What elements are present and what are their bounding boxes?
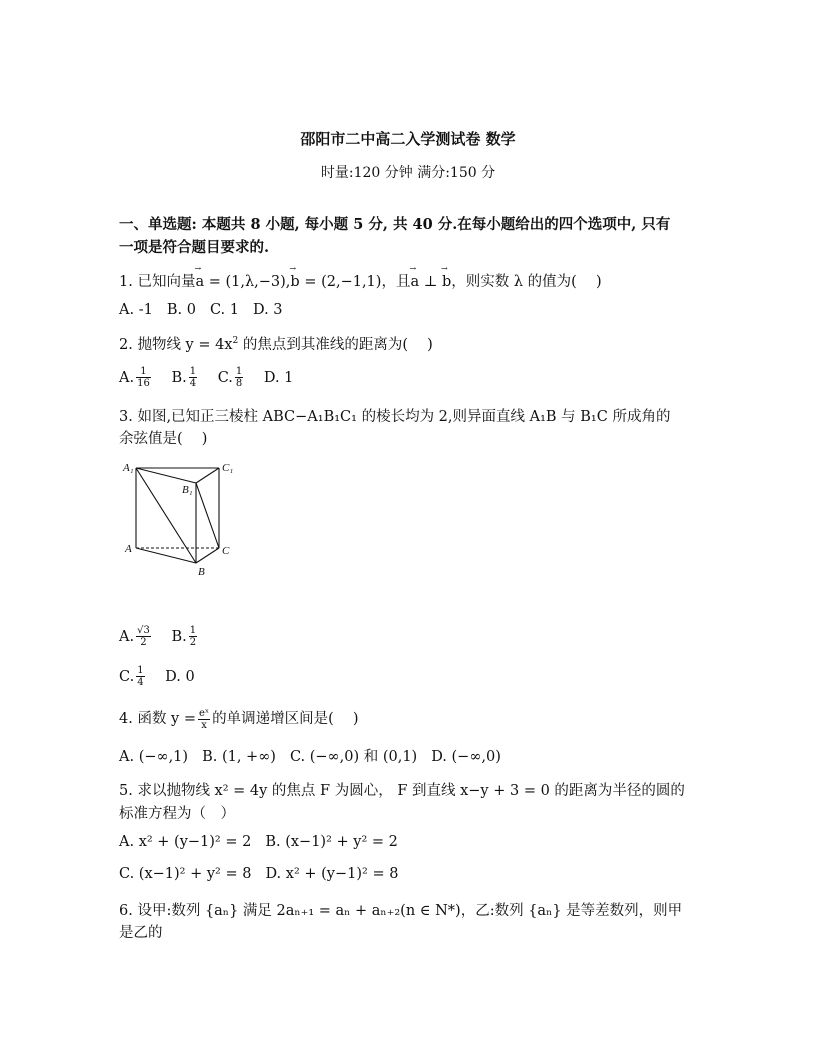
q1-options [119, 302, 297, 318]
denominator: x [201, 719, 207, 731]
question-6-line1: 6. 设甲:数列 {aₙ} 满足 2aₙ₊₁ = aₙ + aₙ₊₂(n ∈ N*)，乙:数列 {aₙ} 是等差数列，则甲 [119, 903, 683, 919]
vector-b: → b [290, 274, 299, 290]
vector-a: → a [195, 274, 204, 290]
label-c: C [222, 545, 230, 557]
question-3-line2: 余弦值是( ) [119, 431, 208, 447]
numerator: 1 [189, 625, 197, 636]
q1-option-b[interactable]: B. 0 [166, 302, 196, 318]
q4-options [119, 745, 515, 766]
q5-options-ab [119, 834, 412, 850]
q5-options-cd [119, 866, 412, 882]
q1-pre: 1. 已知向量 [119, 274, 196, 290]
q3-option-c-letter: C. [119, 668, 135, 685]
q4-option-a[interactable]: A. (−∞,1) [119, 749, 189, 765]
section-heading-line2: 一项是符合题目要求的. [119, 239, 270, 256]
q5-option-a[interactable]: A. x² + (y−1)² = 2 [119, 834, 252, 850]
fraction [189, 625, 197, 648]
q3-options-ab [119, 625, 213, 648]
q2-option-a[interactable] [119, 366, 153, 389]
question-1 [119, 270, 602, 291]
q5-option-c[interactable]: C. (x−1)² + y² = 8 [119, 866, 252, 882]
q4-post: 的单调递增区间是( ) [212, 711, 359, 727]
numerator: 1 [189, 366, 197, 377]
question-4 [119, 707, 359, 731]
q3-option-a[interactable] [119, 625, 153, 648]
q4-option-c[interactable]: C. (−∞,0) 和 (0,1) [289, 749, 418, 765]
denominator: 4 [137, 677, 144, 688]
q2-option-c[interactable] [217, 366, 246, 389]
numerator: √3 [137, 625, 150, 636]
question-3-line1: 3. 如图,已知正三棱柱 ABC−A₁B₁C₁ 的棱长均为 2,则异面直线 A₁B 与 B₁C 所成角的 [119, 409, 671, 425]
label-b: B [198, 566, 205, 578]
q3-option-a-letter: A. [119, 628, 135, 645]
q1-option-a[interactable]: A. -1 [119, 302, 153, 318]
question-6-line2: 是乙的 [119, 925, 163, 941]
numerator: 1 [137, 665, 144, 676]
fraction [235, 366, 243, 389]
q1-b-eq: = (2,−1,1)，且 [299, 274, 411, 290]
question-2 [119, 333, 433, 354]
q4-option-b[interactable]: B. (1, +∞) [202, 749, 276, 765]
prism-diagram [118, 455, 243, 580]
q2-option-b-letter: B. [171, 369, 187, 386]
vector-b-perp: → b [442, 274, 451, 290]
q3-options-cd [119, 665, 209, 688]
fraction [136, 665, 144, 688]
fraction [136, 366, 151, 389]
q4-pre: 4. 函数 y = [119, 711, 197, 727]
numerator: eˣ [199, 707, 210, 719]
denominator: 2 [140, 637, 147, 648]
perp-symbol: ⊥ [419, 274, 442, 290]
section-heading-line1: 一、单选题: 本题共 8 小题, 每小题 5 分, 共 40 分.在每小题给出的四个选项中, 只有 [119, 216, 671, 233]
q5-option-d[interactable]: D. x² + (y−1)² = 8 [265, 866, 399, 882]
q3-option-b[interactable] [171, 625, 199, 648]
q3-option-d[interactable]: D. 0 [165, 668, 195, 685]
fraction [189, 366, 197, 389]
q2-exponent: 2 [232, 336, 239, 347]
q2-option-d[interactable]: D. 1 [263, 369, 294, 386]
label-a: A [125, 543, 132, 555]
q2-pre: 2. 抛物线 y = 4x [119, 337, 233, 353]
q2-options [119, 366, 307, 389]
label-c1: C₁ [222, 462, 234, 474]
q3-option-c[interactable] [119, 665, 147, 688]
q1-post: ，则实数 λ 的值为( ) [451, 274, 602, 290]
q2-option-b[interactable] [171, 366, 199, 389]
q4-option-d[interactable]: D. (−∞,0) [431, 749, 501, 765]
q1-a-eq: = (1,λ,−3), [204, 274, 291, 290]
q5-option-b[interactable]: B. (x−1)² + y² = 2 [265, 834, 398, 850]
page-title: 邵阳市二中高二入学测试卷 数学 [300, 130, 516, 148]
q3-option-b-letter: B. [171, 628, 187, 645]
denominator: 16 [137, 378, 150, 389]
denominator: 4 [189, 378, 197, 389]
q2-option-c-letter: C. [217, 369, 233, 386]
q2-post: 的焦点到其准线的距离为( ) [238, 337, 433, 353]
denominator: 2 [189, 637, 197, 648]
fraction [198, 708, 210, 731]
vector-a-perp: → a [410, 274, 419, 290]
question-5-line1: 5. 求以抛物线 x² = 4y 的焦点 F 为圆心， F 到直线 x−y + 3 = 0 的距离为半径的圆的 [119, 783, 685, 799]
q1-option-d[interactable]: D. 3 [252, 302, 283, 318]
label-b1: B₁ [182, 484, 193, 496]
numerator: 1 [235, 366, 243, 377]
page-subtitle: 时量:120 分钟 满分:150 分 [320, 165, 496, 181]
denominator: 8 [235, 378, 243, 389]
label-a1: A₁ [123, 462, 134, 474]
question-5-line2: 标准方程为（ ） [119, 806, 235, 822]
q2-option-a-letter: A. [119, 369, 135, 386]
numerator: 1 [136, 366, 151, 378]
q1-option-c[interactable]: C. 1 [209, 302, 239, 318]
fraction [136, 625, 151, 648]
